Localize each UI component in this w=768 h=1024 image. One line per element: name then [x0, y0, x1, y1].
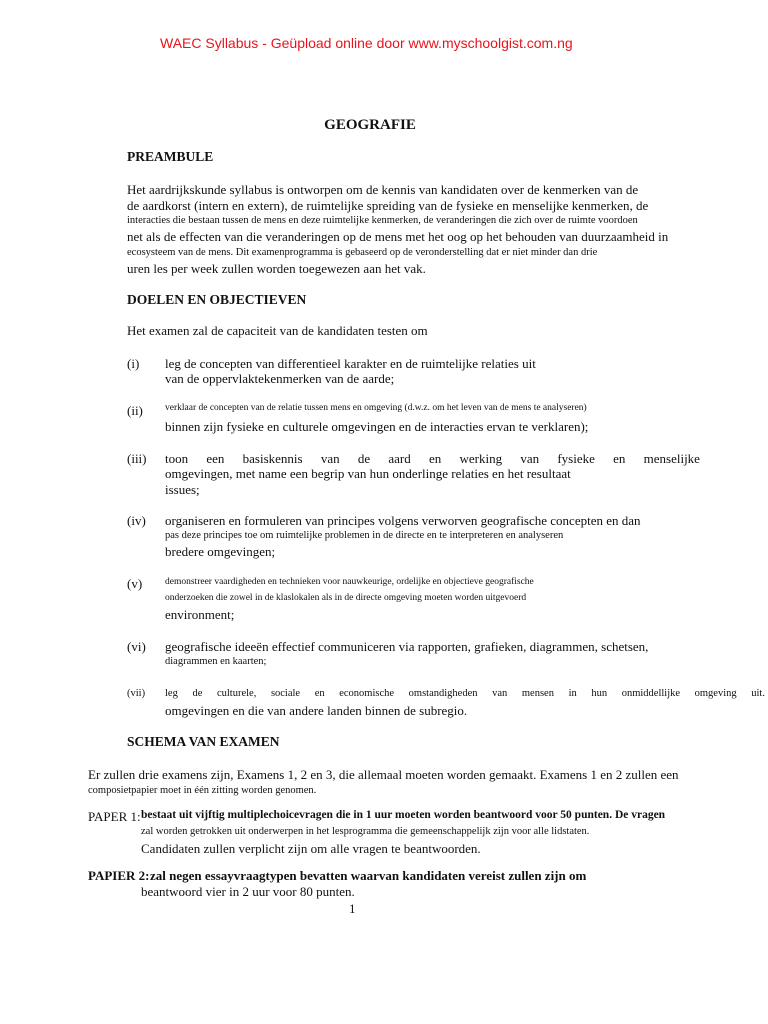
paper1-line: bestaat uit vijftig multiplechoicevragen die in 1 uur moeten worden beantwoord voor 50 punten. De vragen	[141, 809, 666, 821]
preamble-line: net als de effecten van die veranderingen op de mens met het oog op het behouden van duurzaamheid in	[127, 229, 669, 244]
document-title: GEOGRAFIE	[324, 117, 416, 133]
aim-number: (iii)	[127, 451, 147, 466]
preamble-line: ecosysteem van de mens. Dit examenprogramma is gebaseerd op de veronderstelling dat er niet minder dan drie	[127, 247, 598, 258]
paper2-line: zal negen essayvraagtypen bevatten waarvan kandidaten vereist zullen zijn om	[150, 868, 587, 883]
aim-number: (vii)	[127, 688, 146, 699]
scheme-intro-line: Er zullen drie examens zijn, Examens 1, 2 en 3, die allemaal moeten worden gemaakt. Examens 1 en 2 zullen een	[88, 767, 679, 782]
aim-line: binnen zijn fysieke en culturele omgevingen en de interacties ervan te verklaren);	[165, 419, 589, 434]
aim-number: (ii)	[127, 403, 143, 418]
aim-number: (i)	[127, 356, 140, 371]
scheme-heading: SCHEMA VAN EXAMEN	[127, 734, 280, 749]
aim-line: bredere omgevingen;	[165, 544, 276, 559]
page-number: 1	[349, 901, 356, 916]
preamble-heading: PREAMBULE	[127, 149, 214, 164]
aim-line: issues;	[165, 482, 200, 497]
aims-intro: Het examen zal de capaciteit van de kandidaten testen om	[127, 323, 428, 338]
paper2-line: beantwoord vier in 2 uur voor 80 punten.	[141, 884, 355, 899]
preamble-line: Het aardrijkskunde syllabus is ontworpen om de kennis van kandidaten over de kenmerken van de	[127, 182, 639, 197]
preamble-line: interacties die bestaan tussen de mens en deze ruimtelijke kenmerken, de veranderingen die zich over de ruimte voordoen	[127, 215, 638, 226]
aim-line: verklaar de concepten van de relatie tussen mens en omgeving (d.w.z. om het leven van de mens te analyseren)	[165, 403, 587, 413]
aim-number: (v)	[127, 576, 143, 591]
preamble-line: uren les per week zullen worden toegewezen aan het vak.	[127, 261, 426, 276]
paper1-line: zal worden getrokken uit onderwerpen in het lesprogramma die gemeenschappelijk zijn voor alle lidstaten.	[141, 826, 590, 837]
aim-line: leg de concepten van differentieel karakter en de ruimtelijke relaties uit	[165, 356, 536, 371]
aim-line: organiseren en formuleren van principes volgens verworven geografische concepten en dan	[165, 513, 641, 528]
aims-heading: DOELEN EN OBJECTIEVEN	[127, 292, 307, 307]
page-header-watermark: WAEC Syllabus - Geüpload online door www.myschoolgist.com.ng	[160, 35, 573, 51]
aim-line: demonstreer vaardigheden en technieken voor nauwkeurige, ordelijke en objectieve geografische	[165, 577, 534, 587]
aim-line-justified: toon een basiskennis van de aard en werking van fysieke en menselijke	[165, 451, 700, 466]
aim-line: omgevingen en die van andere landen binnen de subregio.	[165, 703, 468, 718]
aim-line: van de oppervlaktekenmerken van de aarde;	[165, 371, 395, 386]
paper2-label: PAPIER 2:	[88, 868, 150, 883]
preamble-line: de aardkorst (intern en extern), de ruimtelijke spreiding van de fysieke en menselijke kenmerken, de	[127, 198, 649, 213]
aim-line: geografische ideeën effectief communiceren via rapporten, grafieken, diagrammen, schetsen,	[165, 639, 649, 654]
aim-number: (vi)	[127, 639, 146, 654]
aim-line-justified: leg de culturele, sociale en economische omstandigheden van mensen in hun onmiddellijke omgeving uit.	[165, 688, 765, 699]
aim-line: onderzoeken die zowel in de klaslokalen als in de directe omgeving moeten worden uitgevoerd	[165, 593, 527, 603]
paper1-line: Candidaten zullen verplicht zijn om alle vragen te beantwoorden.	[141, 841, 481, 856]
paper1-label: PAPER 1:	[88, 809, 141, 824]
aim-line: environment;	[165, 607, 235, 622]
aim-line: pas deze principes toe om ruimtelijke problemen in de directe en te interpreteren en analyseren	[165, 530, 564, 541]
aim-line: diagrammen en kaarten;	[165, 656, 267, 667]
aim-number: (iv)	[127, 513, 146, 528]
aim-line: omgevingen, met name een begrip van hun onderlinge relaties en het resultaat	[165, 466, 571, 481]
scheme-intro-line: composietpapier moet in één zitting worden genomen.	[88, 785, 317, 796]
